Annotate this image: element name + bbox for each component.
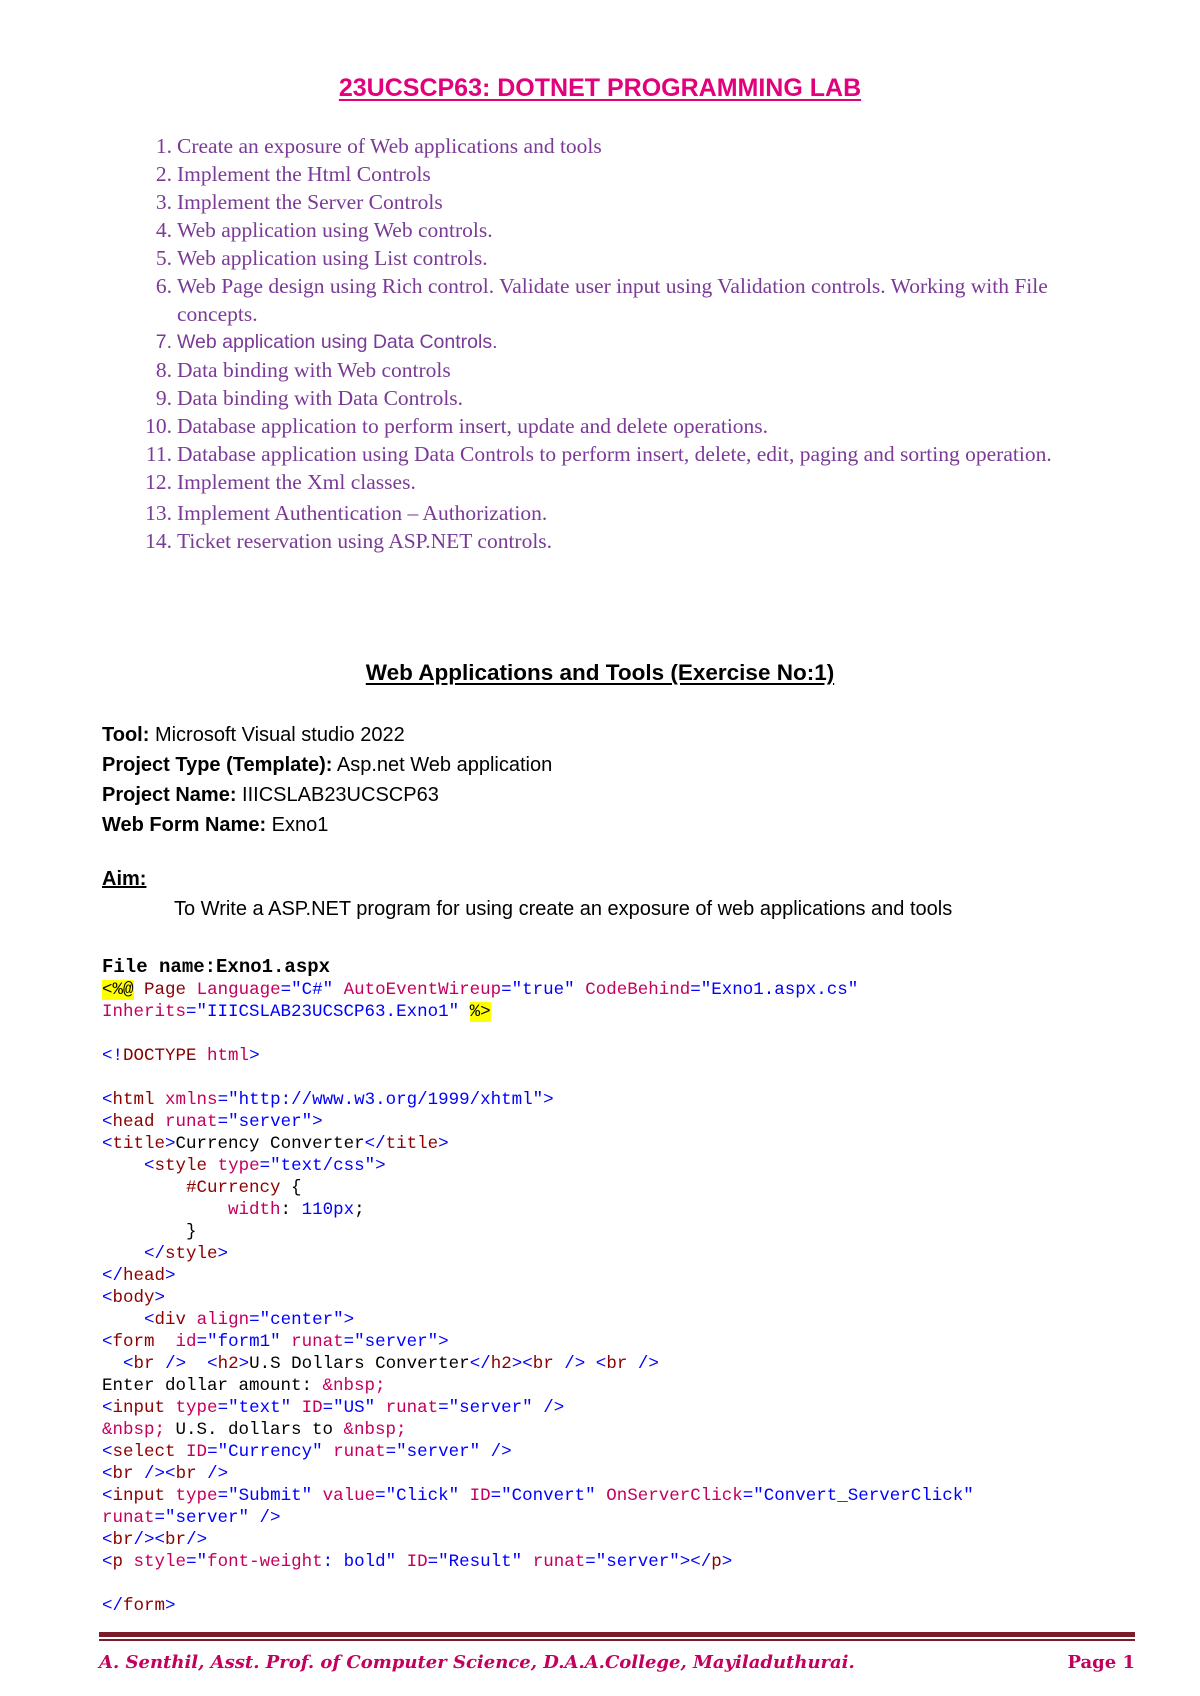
list-item: 12. Implement the Xml classes. <box>145 470 416 494</box>
code-file-name: File name:Exno1.aspx <box>102 956 331 978</box>
list-item: 14. Ticket reservation using ASP.NET controls. <box>145 529 553 553</box>
code-listing: File name:Exno1.aspx <%@ Page Language="C#" AutoEventWireup="true" CodeBehind="Exno1.aspx.cs" Inherits="IIICSLAB23UCSCP63.Exno1" %> <!DOCTYPE html> <html xmlns="http://www.w3.org/1999/xhtml"> <head runat="server"> <title>Currency Converter</title> <style type="text/css"> #Currency { width: 110px; } </style> </head> <body> <div align="center"> <form id="form1" runat="server"> <br /> <h2>U.S Dollars Converter</h2><br /> <br /> Enter dollar amount: &nbsp; <input type="text" ID="US" runat="server" /> &nbsp; U.S. dollars to &nbsp; <select ID="Currency" runat="server" /> <br /><br /> <input type="Submit" value="Click" ID="Convert" OnServerClick="Convert_ServerClick" runat="server" /> <br/><br/> <p style="font-weight: bold" ID="Result" runat="server"></p> </form> <box>102 956 974 1616</box>
list-item: 1. Create an exposure of Web applications and tools <box>155 134 602 158</box>
list-item: 13. Implement Authentication – Authorization. <box>145 501 548 525</box>
exercise-heading: Web Applications and Tools (Exercise No:1) <box>365 660 835 685</box>
list-item: 10. Database application to perform insert, update and delete operations. <box>145 414 769 438</box>
list-item: 2. Implement the Html Controls <box>155 162 431 186</box>
footer-author: A. Senthil, Asst. Prof. of Computer Science, D.A.A.College, Mayiladuthurai. <box>99 1652 855 1673</box>
footer-rule-thin <box>99 1639 1135 1641</box>
aim-text: To Write a ASP.NET program for using create an exposure of web applications and tools <box>174 898 953 920</box>
list-item: 4. Web application using Web controls. <box>155 218 493 242</box>
list-item: 9. Data binding with Data Controls. <box>155 386 464 410</box>
list-item: 8. Data binding with Web controls <box>155 358 451 382</box>
tool-row: Tool: Microsoft Visual studio 2022 <box>102 724 405 746</box>
footer-rule <box>99 1632 1135 1637</box>
aim-label: Aim: <box>102 868 147 890</box>
list-item: 5. Web application using List controls. <box>155 246 488 270</box>
exercise-list <box>136 132 1128 555</box>
list-item: 3. Implement the Server Controls <box>155 190 443 214</box>
project-details <box>102 720 552 840</box>
page-number: Page 1 <box>1067 1652 1135 1673</box>
page-title: 23UCSCP63: DOTNET PROGRAMMING LAB <box>338 74 862 102</box>
project-name-row: Project Name: IIICSLAB23UCSCP63 <box>102 784 439 806</box>
list-item: 6. Web Page design using Rich control. Validate user input using Validation controls. Working with File concepts. <box>155 274 1048 326</box>
web-form-row: Web Form Name: Exno1 <box>102 814 329 836</box>
list-item: 7. Web application using Data Controls. <box>155 331 498 353</box>
list-item: 11. Database application using Data Controls to perform insert, delete, edit, paging and sorting operation. <box>145 442 1052 466</box>
template-row: Project Type (Template): Asp.net Web application <box>102 754 553 776</box>
